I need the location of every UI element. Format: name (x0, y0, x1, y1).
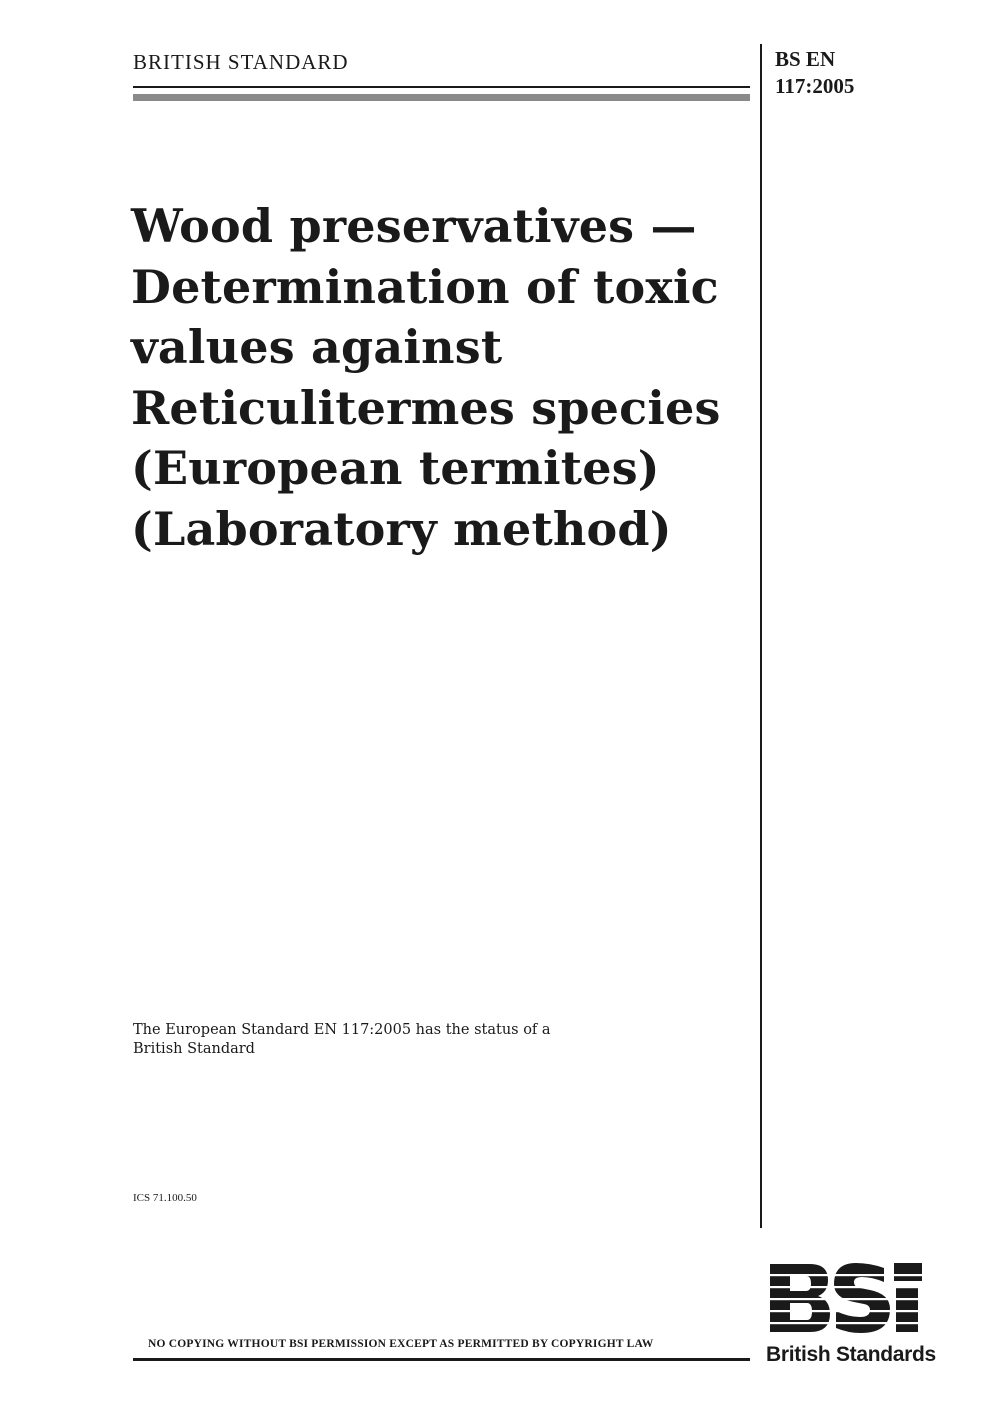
title-line: Determination of toxic (131, 259, 719, 314)
bsi-logo-caption: British Standards (766, 1343, 936, 1366)
status-note-line-1: The European Standard EN 117:2005 has the status of a (133, 1022, 551, 1038)
title-line: (European termites) (131, 441, 660, 495)
vertical-divider (760, 44, 762, 1228)
status-note-line-2: British Standard (133, 1041, 255, 1057)
standard-type-label: BRITISH STANDARD (133, 50, 349, 74)
document-number (775, 46, 854, 100)
document-number-line-1: BS EN (775, 47, 836, 71)
title-line: Reticulitermes species (131, 380, 721, 435)
title-line: (Laboratory method) (131, 501, 672, 556)
footer-divider (133, 1358, 750, 1361)
status-note (133, 1021, 551, 1059)
title-line: values against (131, 320, 503, 374)
document-number-line-2: 117:2005 (775, 74, 855, 98)
ics-code: ICS 71.100.50 (133, 1192, 197, 1204)
document-title (131, 196, 751, 559)
header-divider-thick (133, 94, 750, 101)
copyright-notice: NO COPYING WITHOUT BSI PERMISSION EXCEPT AS PERMITTED BY COPYRIGHT LAW (148, 1338, 654, 1350)
header-divider-thin (133, 86, 750, 88)
title-line: Wood preservatives — (131, 199, 697, 253)
